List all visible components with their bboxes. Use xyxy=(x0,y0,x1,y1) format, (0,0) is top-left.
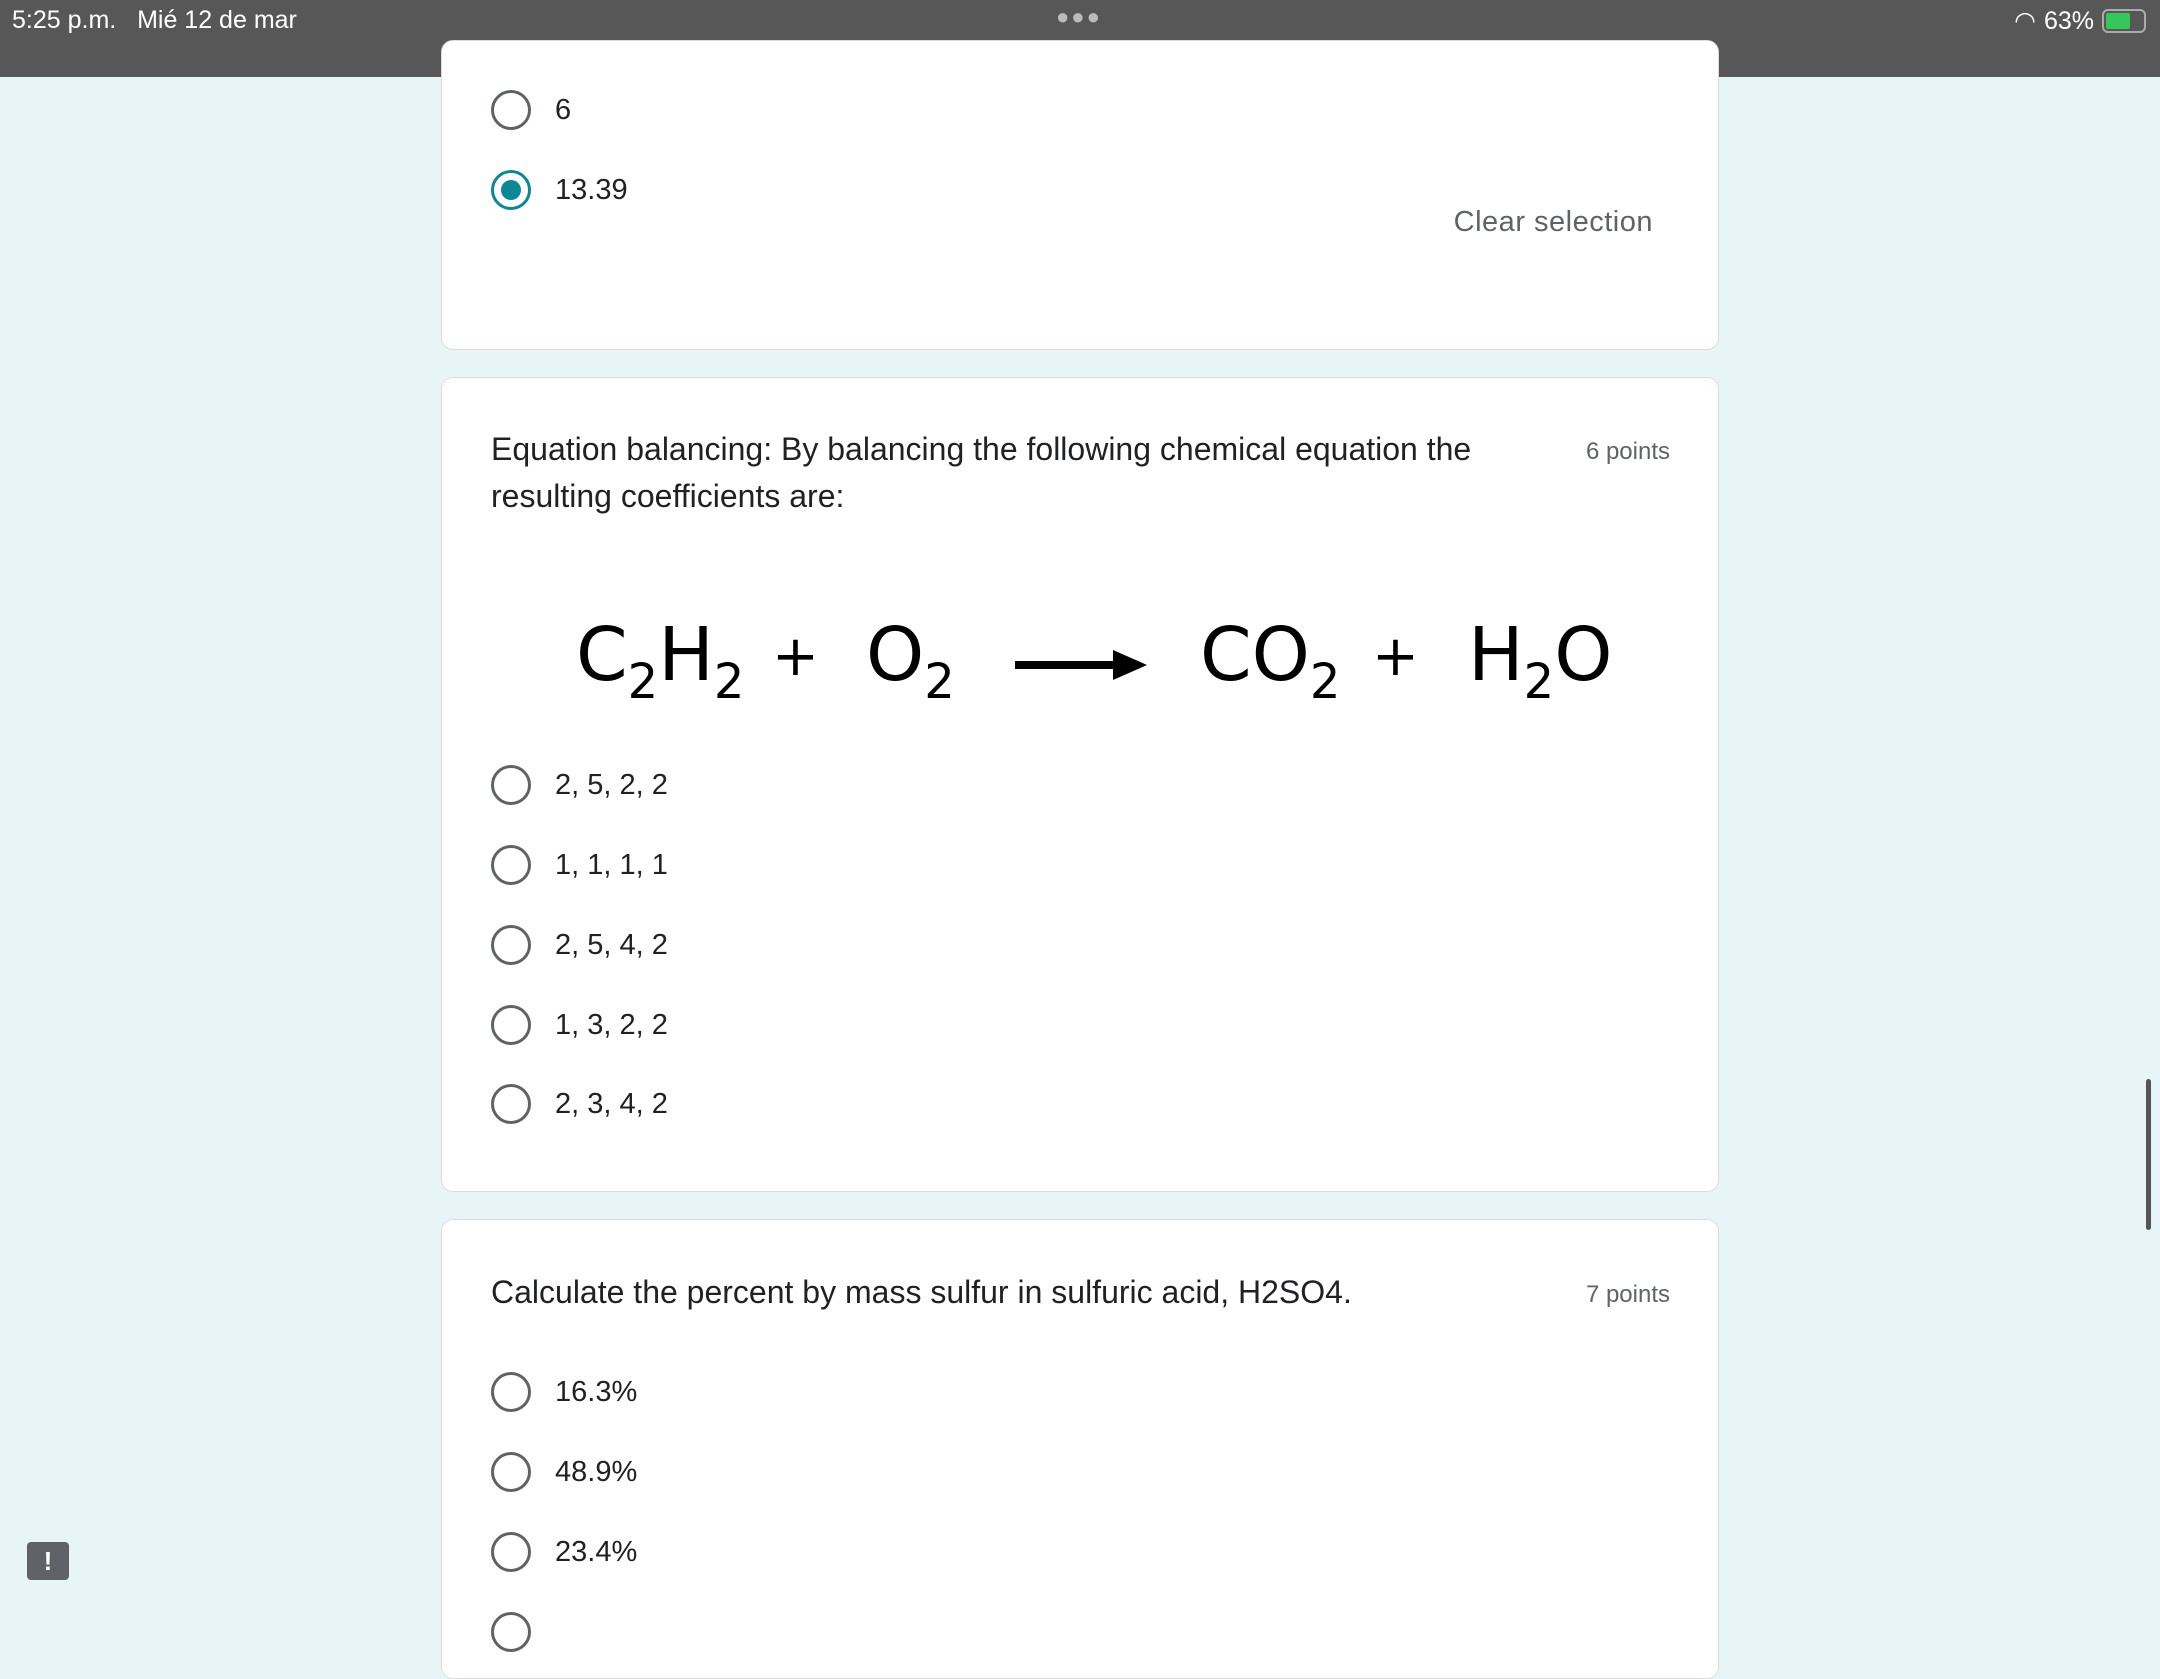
eq-sub: 2 xyxy=(1523,654,1555,710)
option-4-partial[interactable] xyxy=(491,1612,531,1652)
points-label: 6 points xyxy=(1585,438,1670,465)
option-3[interactable] xyxy=(491,1532,637,1572)
lock-icon: 🔒︎ xyxy=(975,40,989,68)
radio-button-selected[interactable] xyxy=(491,170,531,210)
eq-plus: + xyxy=(772,624,819,689)
radio-button[interactable] xyxy=(491,1452,531,1492)
status-time-date xyxy=(12,6,297,35)
eq-co: CO xyxy=(1200,612,1310,698)
wifi-icon: ◠ xyxy=(2014,7,2036,35)
url-text: docs.google.com xyxy=(995,40,1185,68)
option-5[interactable] xyxy=(491,1084,668,1124)
question-card-sulfur xyxy=(441,1219,1719,1679)
radio-button[interactable] xyxy=(491,90,531,130)
question-title: Equation balancing: By balancing the following chemical equation the resulting coefficients are: xyxy=(491,431,1472,514)
eq-plus: + xyxy=(1372,624,1419,689)
option-2[interactable] xyxy=(491,845,668,885)
radio-button[interactable] xyxy=(491,1372,531,1412)
eq-h: H xyxy=(658,612,714,698)
clear-selection-button[interactable]: Clear selection xyxy=(1453,206,1653,238)
eq-sub: 2 xyxy=(713,654,745,710)
points-label: 7 points xyxy=(1585,1281,1670,1308)
option-label: 1, 3, 2, 2 xyxy=(555,1008,668,1041)
option-6[interactable] xyxy=(491,90,571,130)
eq-o: O xyxy=(866,612,925,698)
radio-button[interactable] xyxy=(491,1532,531,1572)
option-3[interactable] xyxy=(491,925,668,965)
eq-o: O xyxy=(1554,612,1613,698)
eq-sub: 2 xyxy=(924,654,955,710)
option-1[interactable] xyxy=(491,765,668,805)
radio-button[interactable] xyxy=(491,1084,531,1124)
option-label: 1, 1, 1, 1 xyxy=(555,848,668,881)
option-label: 2, 5, 2, 2 xyxy=(555,768,668,801)
browser-status-bar xyxy=(0,0,2160,77)
question-title: Calculate the percent by mass sulfur in sulfuric acid, H2SO4. xyxy=(491,1274,1352,1310)
radio-button[interactable] xyxy=(491,845,531,885)
radio-button[interactable] xyxy=(491,1612,531,1652)
option-1[interactable] xyxy=(491,1372,637,1412)
address-bar[interactable] xyxy=(930,40,1230,72)
time: 5:25 p.m. xyxy=(12,6,117,34)
battery-icon xyxy=(2102,9,2146,33)
eq-c: C xyxy=(576,612,628,698)
option-4[interactable] xyxy=(491,1005,668,1045)
battery-percent: 63% xyxy=(2043,6,2094,35)
question-card-equation xyxy=(441,377,1719,1192)
option-label: 16.3% xyxy=(555,1375,638,1408)
date: Mié 12 de mar xyxy=(137,6,297,34)
radio-button[interactable] xyxy=(491,1005,531,1045)
option-label: 48.9% xyxy=(555,1455,638,1488)
eq-sub: 2 xyxy=(627,654,659,710)
report-feedback-icon[interactable]: ! xyxy=(27,1542,69,1580)
option-label: 6 xyxy=(555,93,572,126)
option-2[interactable] xyxy=(491,1452,637,1492)
question-card-previous xyxy=(441,40,1719,350)
option-label: 23.4% xyxy=(555,1535,638,1568)
option-label: 2, 5, 4, 2 xyxy=(555,928,668,961)
reaction-arrow-icon xyxy=(1015,648,1147,682)
more-dots-icon[interactable]: ●●● xyxy=(1056,4,1102,29)
scrollbar[interactable] xyxy=(2146,1079,2151,1230)
option-13-39[interactable] xyxy=(491,170,628,210)
option-label: 13.39 xyxy=(555,173,628,206)
radio-button[interactable] xyxy=(491,925,531,965)
eq-sub: 2 xyxy=(1309,654,1341,710)
option-label: 2, 3, 4, 2 xyxy=(555,1087,668,1120)
radio-button[interactable] xyxy=(491,765,531,805)
chemical-equation-image xyxy=(442,598,1720,718)
eq-h: H xyxy=(1468,612,1524,698)
